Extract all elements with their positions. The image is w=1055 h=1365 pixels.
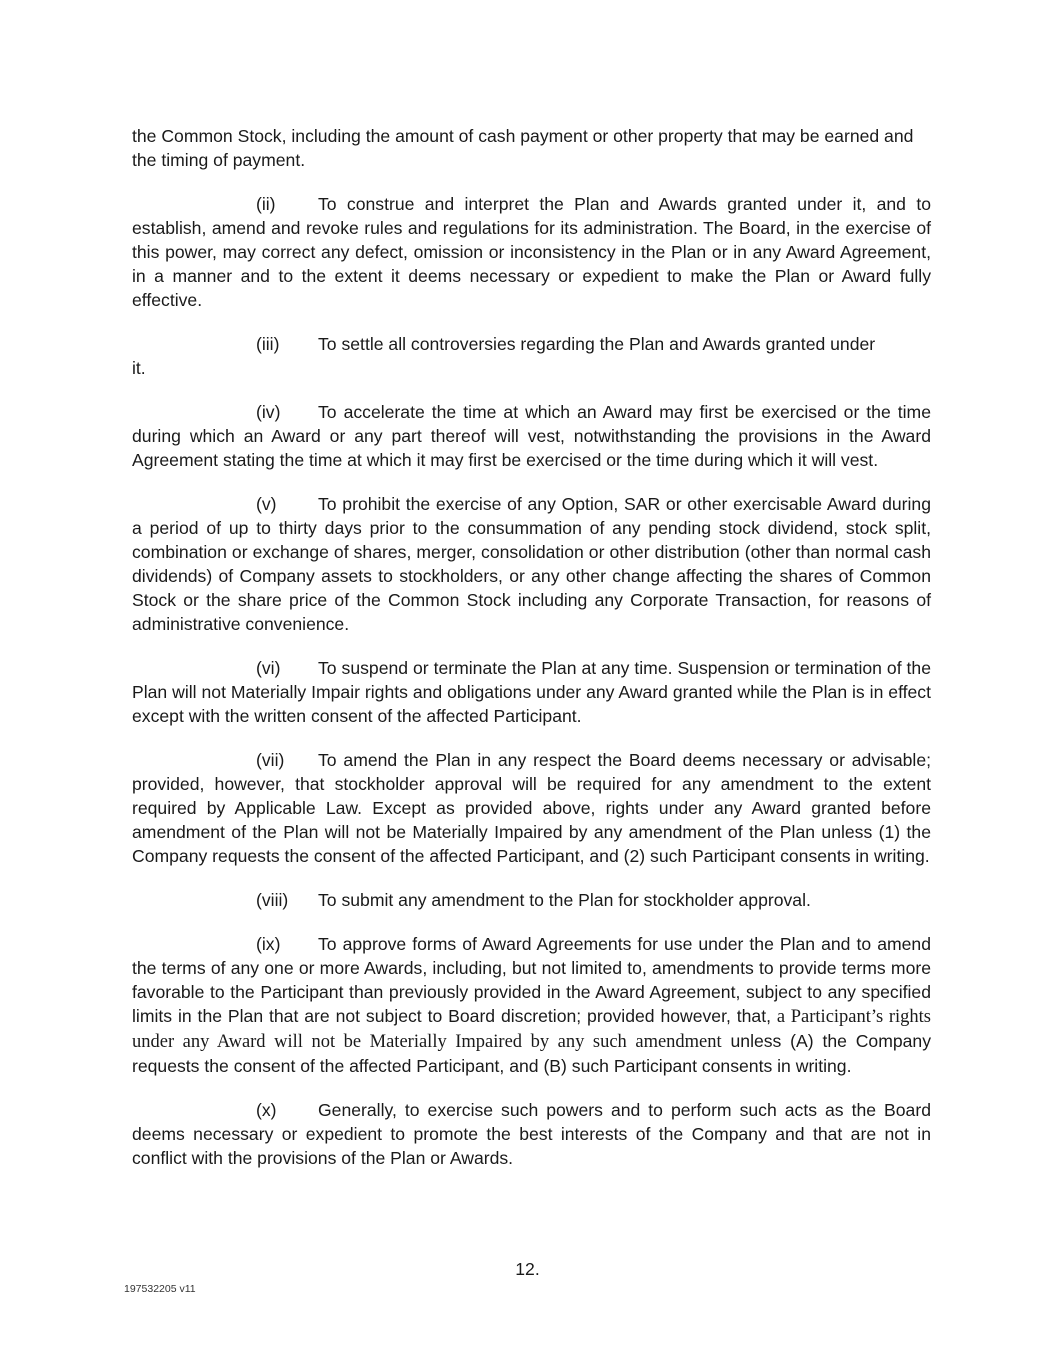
item-text-tail: it. [132,358,146,378]
item-text: To construe and interpret the Plan and Awards granted under it, and to establish, amend and revoke rules and regulations for its administration. The Board, in the exercise of this power, may correct any defect, omission or inconsistency in the Plan or in any Award Agreement, in a manner and to the extent it deems necessary or expedient to make the Plan or Award fully effective. [132,194,931,310]
item-text-serif: a Participant’s rights under any Award will not be Materially Impaired by any such amendment [132,1007,932,1052]
item-number: (iii) [256,334,280,354]
item-number: (x) [256,1100,277,1120]
item-number: (viii) [256,890,289,910]
item-text: To settle all controversies regarding the Plan and Awards granted under [318,334,876,354]
document-body [132,124,931,1190]
continuation-paragraph: the Common Stock, including the amount of cash payment or other property that may be earned and the timing of payment. [132,126,914,170]
item-number: (v) [256,494,277,514]
item-text: To submit any amendment to the Plan for stockholder approval. [318,890,811,910]
document-id: 197532205 v11 [124,1283,196,1295]
item-text: To prohibit the exercise of any Option, SAR or other exercisable Award during a period of up to thirty days prior to the consummation of any pending stock dividend, stock split, combination or exchange of shares, merger, consolidation or other distribution (other than normal cash dividends) of Company assets to stockholders, or any other change affecting the shares of Common Stock or the share price of the Common Stock including any Corporate Transaction, for reasons of administrative convenience. [132,494,931,634]
item-number: (vi) [256,658,281,678]
item-number: (vii) [256,750,285,770]
item-vii [132,748,931,868]
item-text: To amend the Plan in any respect the Board deems necessary or advisable; provided, however, that stockholder approval will be required for any amendment to the extent required by Applicable Law. Except as provided above, rights under any Award granted before amendment of the Plan will not be Materially Impaired by any amendment of the Plan unless (1) the Company requests the consent of the affected Participant, and (2) such Participant consents in writing. [132,750,931,866]
item-ii [132,192,931,312]
item-number: (iv) [256,402,281,422]
item-viii [132,888,931,912]
item-text-end: unless (A) the Company requests the consent of the affected Participant, and (B) such Participant consents in writing. [132,1031,932,1076]
item-number: (ix) [256,934,281,954]
item-ix [132,932,931,1078]
item-iii [132,332,931,380]
item-iv [132,400,931,472]
item-text: To suspend or terminate the Plan at any time. Suspension or termination of the Plan will not Materially Impair rights and obligations under any Award granted while the Plan is in effect except with the written consent of the affected Participant. [132,658,931,726]
item-v [132,492,931,636]
page-number: 12. [515,1259,540,1279]
item-number: (ii) [256,194,276,214]
item-text: Generally, to exercise such powers and to perform such acts as the Board deems necessary or expedient to promote the best interests of the Company and that are not in conflict with the provisions of the Plan or Awards. [132,1100,931,1168]
item-vi [132,656,931,728]
item-text: To accelerate the time at which an Award may first be exercised or the time during which an Award or any part thereof will vest, notwithstanding the provisions in the Award Agreement stating the time at which it may first be exercised or the time during which it will vest. [132,402,931,470]
item-text: To approve forms of Award Agreements for use under the Plan and to amend the terms of any one or more Awards, including, but not limited to, amendments to provide terms more favorable to the Participant than previously provided in the Award Agreement, subject to any specified limits in the Plan that are not subject to Board discretion; provided however, that, [132,934,931,1026]
item-x [132,1098,931,1170]
